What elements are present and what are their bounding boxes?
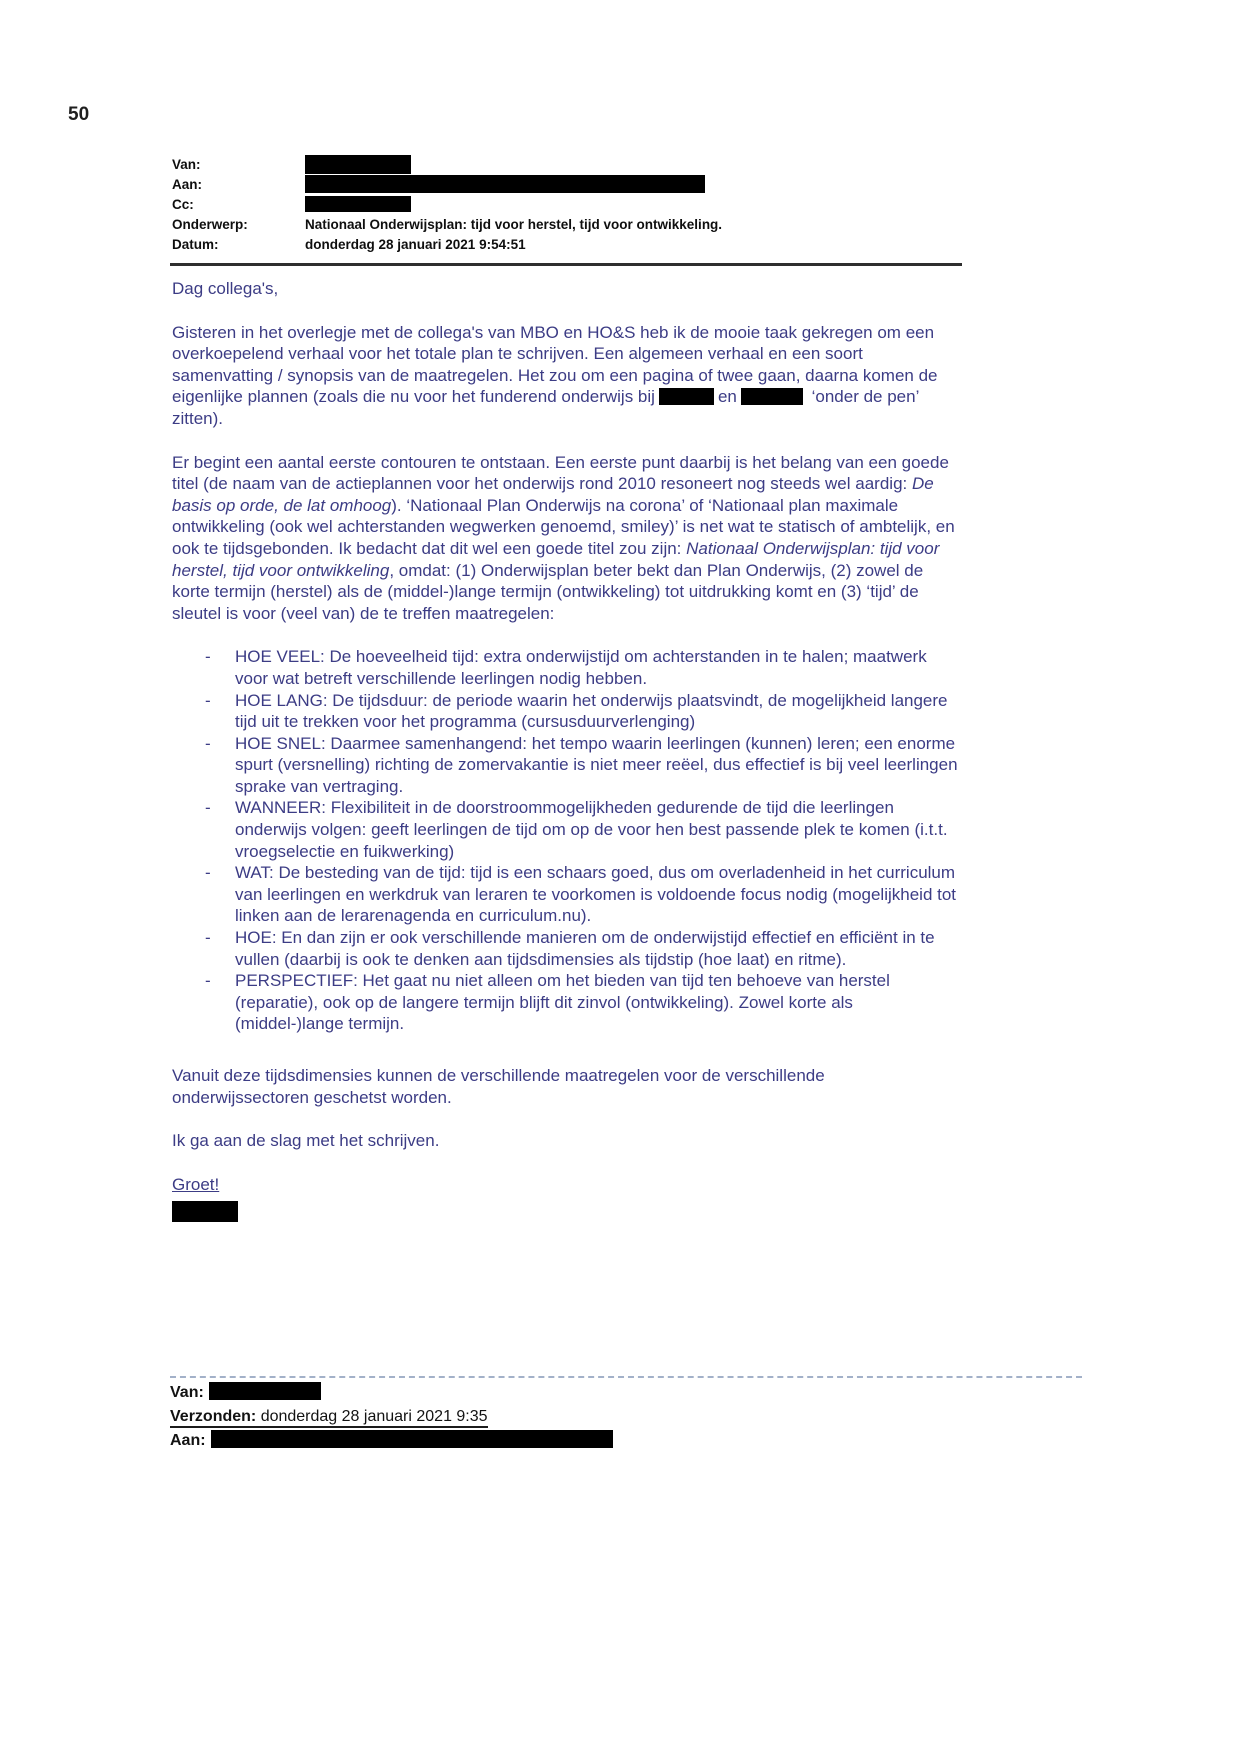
header-date: donderdag 28 januari 2021 9:54:51 (305, 236, 526, 252)
closing-line (172, 1174, 962, 1196)
header-row-van (172, 154, 722, 174)
header-label-cc: Cc: (172, 196, 194, 212)
inline-redaction-2 (741, 388, 803, 405)
paragraph-intro (172, 322, 962, 430)
bullet-dash: - (205, 733, 211, 753)
greeting: Dag collega's, (172, 279, 279, 298)
paragraph-intro-tail: ‘onder de pen’ zitten). (172, 387, 919, 428)
bullet-text: HOE SNEL: Daarmee samenhangend: het tempo waarin leerlingen (kunnen) leren; een enorme spurt (versnelling) richting de zomervakantie is niet meer reëel, dus effectief is bij veel leerlingen sprake van vertraging. (235, 733, 958, 796)
bullet-text: HOE LANG: De tijdsduur: de periode waarin het onderwijs plaatsvindt, de mogelijkheid langere tijd uit te trekken voor het programma (cursusduurverlenging) (235, 690, 948, 732)
paragraph-intro-text: Gisteren in het overlegje met de collega's van MBO en HO&S heb ik de mooie taak gekregen om een overkoepelend verhaal voor het totale plan te schrijven. Een algemeen verhaal en een soort samenvatting / synopsis van de maatregelen. Het zou om een pagina of twee gaan, daarna komen de eigenlijke plannen (zoals die nu voor het funderend onderwijs bij (172, 322, 938, 407)
paragraph-action: Ik ga aan de slag met het schrijven. (172, 1131, 440, 1151)
quoted-redaction-aan (211, 1430, 613, 1448)
header-label-datum: Datum: (172, 236, 219, 252)
paragraph-title-ideas (172, 452, 962, 625)
header-row-aan (172, 174, 722, 194)
list-item-hoelang (172, 690, 962, 733)
signature-redaction-bar (172, 1201, 238, 1222)
quoted-row-van (170, 1381, 1082, 1405)
bullet-text: HOE VEEL: De hoeveelheid tijd: extra onderwijstijd om achterstanden in te halen; maatwerk voor wat betreft verschillende leerlingen nodig hebben. (235, 647, 927, 688)
closing-text: Groet! (172, 1174, 220, 1194)
paragraph-title-text-2: ). ‘Nationaal Plan Onderwijs na corona’ of ‘Nationaal plan maximale ontwikkeling (ook wel achterstanden wegwerken genoemd, smiley)’ is net wat te statisch of ambtelijk, en ook te tijdsgebonden. Ik bedacht dat dit wel een goede titel zou zijn: (172, 495, 955, 558)
quoted-row-verzonden (170, 1405, 1082, 1429)
time-dimension-list (172, 646, 962, 1035)
email-body (172, 278, 962, 1222)
header-row-onderwerp (172, 214, 722, 234)
quoted-email-header (170, 1376, 1082, 1453)
paragraph-intro-conj: en (717, 387, 737, 407)
list-item-perspectief (172, 970, 962, 1035)
bullet-dash: - (205, 690, 211, 710)
quoted-sent-line (170, 1408, 488, 1428)
paragraph-title-text-3: , omdat: (1) Onderwijsplan beter bekt dan Plan Onderwijs, (2) zowel de korte termijn (herstel) als de (middel-)lange termijn (ontwikkeling) tot uitdrukking komt en (3) ‘tijd’ de sleutel is voor (veel van) de te treffen maatregelen: (172, 560, 924, 623)
header-label-van: Van: (172, 156, 201, 172)
page-number: 50 (68, 104, 90, 125)
header-label-aan: Aan: (172, 176, 202, 192)
quoted-label-aan: Aan: (170, 1432, 206, 1449)
header-subject: Nationaal Onderwijsplan: tijd voor herstel, tijd voor ontwikkeling. (305, 216, 723, 232)
header-divider (170, 263, 962, 266)
italic-title-old: De basis op orde, de lat omhoog (172, 474, 934, 515)
bullet-text: HOE: En dan zijn er ook verschillende manieren om de onderwijstijd effectief en efficiënt in te vullen (daarbij is ook te denken aan tijdsdimensies als tijdstip (hoe laat) en ritme). (235, 928, 935, 969)
list-item-hoe (172, 927, 962, 970)
quoted-row-aan (170, 1429, 1082, 1453)
redaction-bar-van (305, 155, 411, 174)
bullet-dash: - (205, 928, 211, 948)
inline-redaction-1 (659, 388, 714, 405)
bullet-dash: - (205, 798, 211, 818)
list-item-hoesnel (172, 733, 962, 798)
quoted-redaction-van (209, 1382, 321, 1400)
redaction-bar-cc (305, 196, 411, 212)
bullet-dash: - (205, 863, 211, 883)
header-label-onderwerp: Onderwerp: (172, 216, 248, 232)
header-row-datum (172, 234, 722, 254)
bullet-dash: - (205, 971, 211, 991)
bullet-dash: - (205, 647, 211, 667)
bullet-text: WANNEER: Flexibiliteit in de doorstroommogelijkheden gedurende de tijd die leerlingen onderwijs volgen: geeft leerlingen de tijd om op de voor hen best passende plek te komen (i.t.t. vroegselectie en fuikwerking) (235, 798, 948, 861)
header-row-cc (172, 194, 722, 214)
list-item-wanneer (172, 797, 962, 862)
quoted-label-van: Van: (170, 1384, 204, 1401)
list-item-hoeveel (172, 646, 962, 689)
bullet-text: PERSPECTIEF: Het gaat nu niet alleen om het bieden van tijd ten behoeve van herstel (reparatie), ook op de langere termijn blijft dit zinvol (ontwikkeling). Zowel korte als (middel-)lange termijn. (235, 971, 890, 1034)
quoted-sent-date: donderdag 28 januari 2021 9:35 (260, 1408, 488, 1425)
bullet-text: WAT: De besteding van de tijd: tijd is een schaars goed, dus om overladenheid in het curriculum van leerlingen en werkdruk van leraren te voorkomen is voldoende focus nodig (mogelijkheid tot linken aan de lerarenagenda en curriculum.nu). (235, 863, 957, 926)
quoted-label-verzonden: Verzonden: (170, 1408, 257, 1425)
section-divider (170, 1376, 1082, 1378)
email-header-block (172, 154, 722, 254)
italic-title-new: Nationaal Onderwijsplan: tijd voor herstel, tijd voor ontwikkeling (172, 538, 940, 580)
redaction-bar-aan (305, 175, 705, 193)
list-item-wat (172, 862, 962, 927)
paragraph-title-text-1: Er begint een aantal eerste contouren te ontstaan. Een eerste punt daarbij is het belang van een goede titel (de naam van de actieplannen voor het onderwijs rond 2010 resoneert nog steeds wel aardig: (172, 452, 949, 494)
paragraph-summary: Vanuit deze tijdsdimensies kunnen de verschillende maatregelen voor de verschillende onderwijssectoren geschetst worden. (172, 1066, 825, 1107)
